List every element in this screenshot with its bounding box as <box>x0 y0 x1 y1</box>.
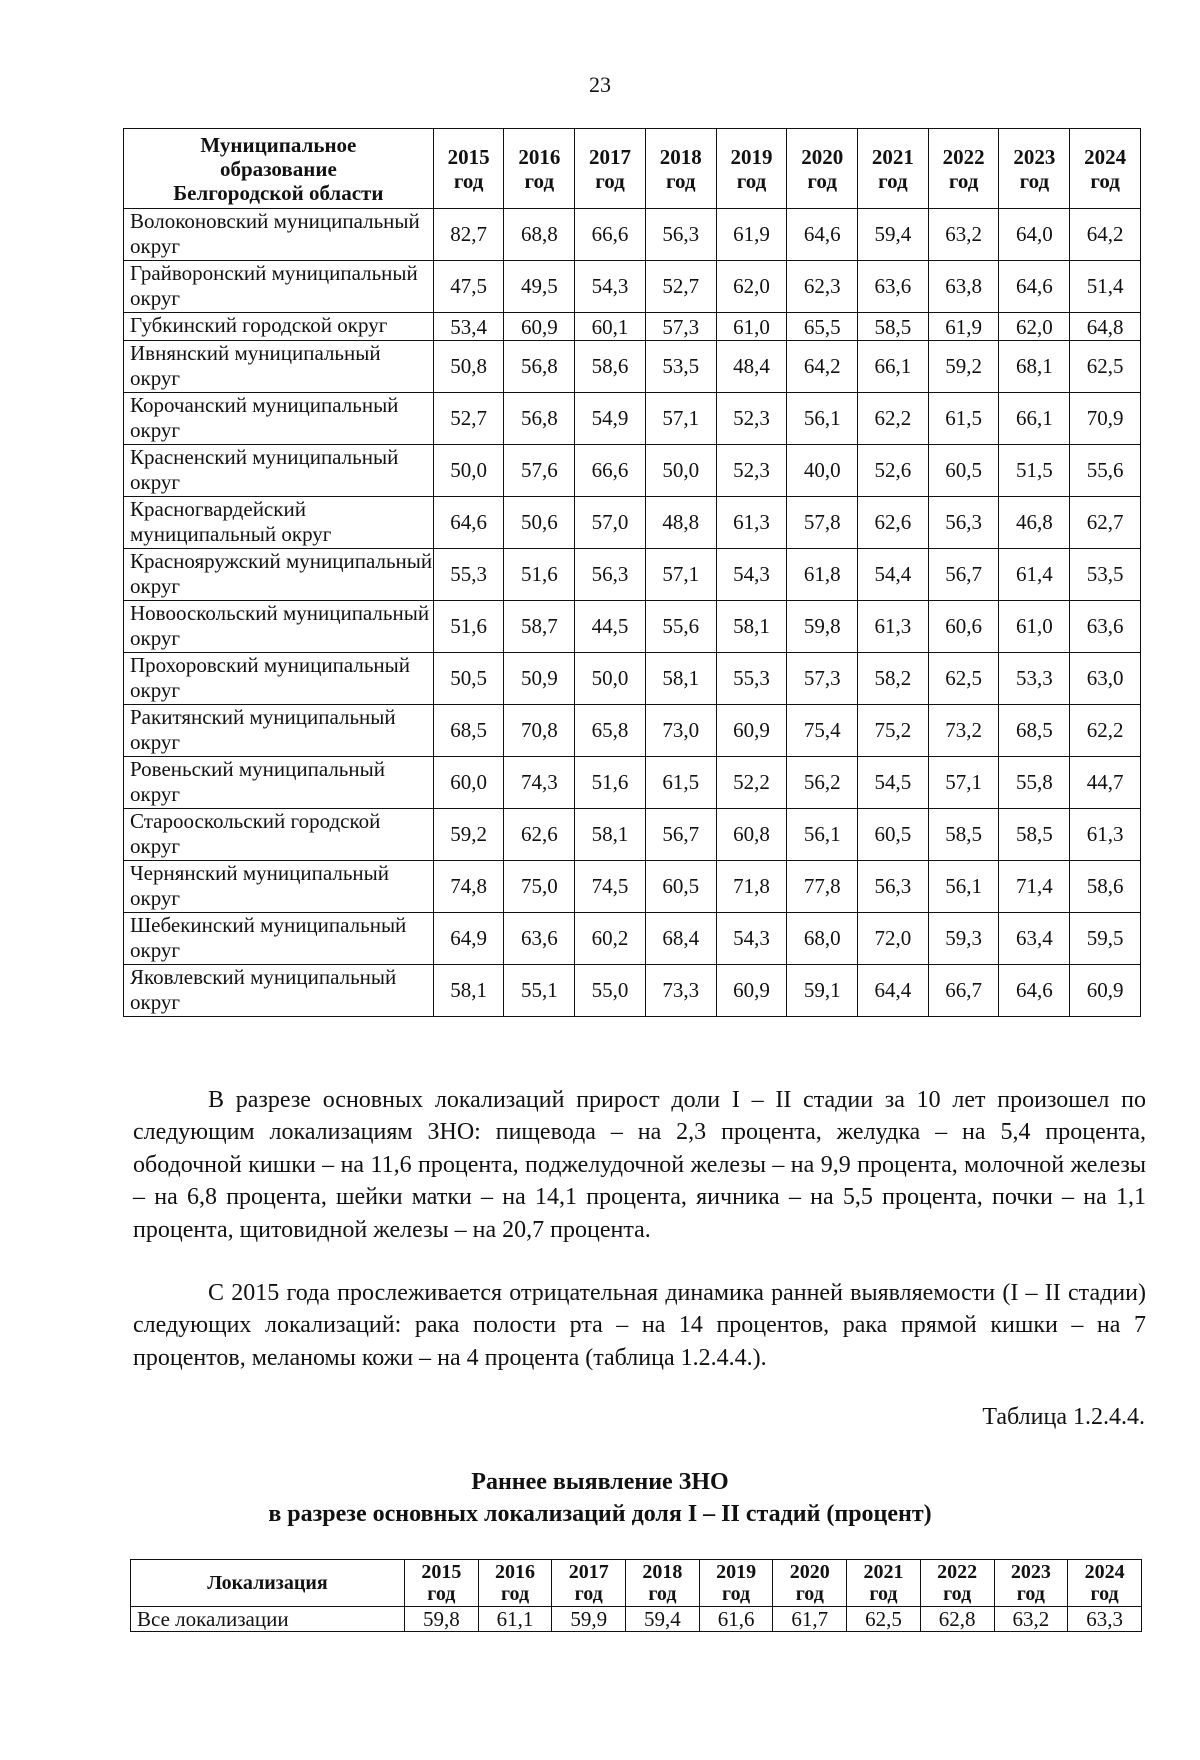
value-cell: 55,0 <box>575 965 646 1017</box>
value-cell: 62,6 <box>504 809 575 861</box>
value-cell: 48,4 <box>716 341 787 393</box>
value-cell: 56,3 <box>645 209 716 261</box>
year-value: 2015 <box>447 144 490 169</box>
value-cell: 62,5 <box>1070 341 1141 393</box>
row-name-cell: Корочанский муниципальный округ <box>124 393 434 445</box>
value-cell: 57,6 <box>504 445 575 497</box>
row-name-cell: Новооскольский муниципальный округ <box>124 601 434 653</box>
year-value: 2017 <box>589 144 632 169</box>
value-cell: 40,0 <box>787 445 858 497</box>
value-cell: 62,6 <box>858 497 929 549</box>
caption-line-1: Раннее выявление ЗНО <box>471 1469 729 1495</box>
value-cell: 73,3 <box>645 965 716 1017</box>
value-cell: 56,3 <box>928 497 999 549</box>
value-cell: 55,1 <box>504 965 575 1017</box>
value-cell: 61,8 <box>787 549 858 601</box>
value-cell: 60,1 <box>575 313 646 341</box>
table-row <box>124 861 1141 913</box>
value-cell: 72,0 <box>858 913 929 965</box>
table-row <box>124 497 1141 549</box>
table-row <box>124 653 1141 705</box>
value-cell: 68,4 <box>645 913 716 965</box>
value-cell: 58,5 <box>858 313 929 341</box>
value-cell: 64,6 <box>433 497 504 549</box>
value-cell: 62,8 <box>920 1607 994 1632</box>
value-cell: 64,6 <box>787 209 858 261</box>
year-suffix: год <box>722 1583 751 1605</box>
value-cell: 54,5 <box>858 757 929 809</box>
value-cell: 53,4 <box>433 313 504 341</box>
value-cell: 61,0 <box>716 313 787 341</box>
year-suffix: год <box>807 168 837 193</box>
value-cell: 64,2 <box>787 341 858 393</box>
localization-table <box>130 1559 1142 1632</box>
value-cell: 52,7 <box>433 393 504 445</box>
year-header <box>999 129 1070 209</box>
year-value: 2016 <box>495 1561 536 1583</box>
year-header <box>645 129 716 209</box>
year-suffix: год <box>453 168 484 193</box>
row-name-cell: Ракитянский муниципальный округ <box>124 705 434 757</box>
value-cell: 56,2 <box>787 757 858 809</box>
value-cell: 58,6 <box>575 341 646 393</box>
year-value: 2020 <box>789 1561 830 1583</box>
value-cell: 62,5 <box>928 653 999 705</box>
year-header <box>787 129 858 209</box>
value-cell: 57,1 <box>645 393 716 445</box>
value-cell: 56,1 <box>787 809 858 861</box>
table-row <box>124 209 1141 261</box>
value-cell: 60,9 <box>716 965 787 1017</box>
value-cell: 64,6 <box>999 261 1070 313</box>
value-cell: 73,0 <box>645 705 716 757</box>
paragraph-negative-dynamics: С 2015 года прослеживается отрицательная динамика ранней выявляемости (I – II стадии) следующих локализаций: рака полости рта – на 14 процентов, рака прямой кишки – на 7 процентов, меланомы кожи – на 4 процента (таблица 1.2.4.4.). <box>133 1280 1146 1371</box>
year-value: 2021 <box>863 1561 904 1583</box>
table-row <box>124 965 1141 1017</box>
year-header <box>699 1560 773 1607</box>
table-row <box>124 601 1141 653</box>
year-value: 2024 <box>1084 1561 1125 1583</box>
value-cell: 68,8 <box>504 209 575 261</box>
value-cell: 64,2 <box>1070 209 1141 261</box>
value-cell: 59,4 <box>858 209 929 261</box>
year-header <box>858 129 929 209</box>
value-cell: 71,8 <box>716 861 787 913</box>
header-name-line: Белгородской области <box>173 180 384 205</box>
value-cell: 54,3 <box>716 549 787 601</box>
row-name-cell: Красногвардейский муниципальный округ <box>124 497 434 549</box>
regions-table-body <box>124 209 1141 1017</box>
year-suffix: год <box>869 1583 898 1605</box>
year-suffix: год <box>795 1583 824 1605</box>
value-cell: 60,6 <box>928 601 999 653</box>
row-name-cell: Ивнянский муниципальный округ <box>124 341 434 393</box>
regions-table-header-row <box>124 129 1141 209</box>
year-suffix: год <box>1016 1583 1045 1605</box>
year-suffix: год <box>878 168 908 193</box>
value-cell: 53,3 <box>999 653 1070 705</box>
year-value: 2019 <box>716 1561 757 1583</box>
value-cell: 66,1 <box>858 341 929 393</box>
row-name-cell: Шебекинский муниципальный округ <box>124 913 434 965</box>
value-cell: 51,6 <box>433 601 504 653</box>
localization-table-header-row <box>131 1560 1142 1607</box>
value-cell: 54,3 <box>716 913 787 965</box>
value-cell: 44,7 <box>1070 757 1141 809</box>
value-cell: 52,3 <box>716 445 787 497</box>
value-cell: 52,6 <box>858 445 929 497</box>
table-row <box>124 809 1141 861</box>
value-cell: 59,3 <box>928 913 999 965</box>
year-suffix: год <box>427 1583 456 1605</box>
table-row <box>124 549 1141 601</box>
value-cell: 51,5 <box>999 445 1070 497</box>
table-row <box>124 445 1141 497</box>
value-cell: 58,1 <box>645 653 716 705</box>
value-cell: 51,4 <box>1070 261 1141 313</box>
value-cell: 56,8 <box>504 393 575 445</box>
value-cell: 63,4 <box>999 913 1070 965</box>
year-header <box>928 129 999 209</box>
value-cell: 75,2 <box>858 705 929 757</box>
value-cell: 59,8 <box>405 1607 479 1632</box>
table-row <box>131 1607 1142 1632</box>
value-cell: 60,5 <box>645 861 716 913</box>
row-name-cell: Все локализации <box>131 1607 405 1632</box>
value-cell: 60,2 <box>575 913 646 965</box>
value-cell: 61,0 <box>999 601 1070 653</box>
year-suffix: год <box>948 168 979 193</box>
value-cell: 68,5 <box>433 705 504 757</box>
value-cell: 57,8 <box>787 497 858 549</box>
value-cell: 60,0 <box>433 757 504 809</box>
value-cell: 55,3 <box>716 653 787 705</box>
table-row <box>124 393 1141 445</box>
value-cell: 70,8 <box>504 705 575 757</box>
value-cell: 82,7 <box>433 209 504 261</box>
value-cell: 57,3 <box>645 313 716 341</box>
value-cell: 51,6 <box>504 549 575 601</box>
value-cell: 60,5 <box>858 809 929 861</box>
value-cell: 61,3 <box>858 601 929 653</box>
value-cell: 60,9 <box>1070 965 1141 1017</box>
row-name-cell: Губкинский городской округ <box>124 313 434 341</box>
value-cell: 50,9 <box>504 653 575 705</box>
regions-table-header-name <box>124 129 434 209</box>
value-cell: 54,4 <box>858 549 929 601</box>
value-cell: 53,5 <box>1070 549 1141 601</box>
value-cell: 62,0 <box>716 261 787 313</box>
year-header <box>847 1560 921 1607</box>
year-value: 2016 <box>518 144 561 169</box>
value-cell: 62,2 <box>858 393 929 445</box>
value-cell: 64,4 <box>858 965 929 1017</box>
value-cell: 50,0 <box>433 445 504 497</box>
value-cell: 50,5 <box>433 653 504 705</box>
value-cell: 46,8 <box>999 497 1070 549</box>
value-cell: 59,9 <box>552 1607 626 1632</box>
value-cell: 70,9 <box>1070 393 1141 445</box>
caption-line-2: в разрезе основных локализаций доля I – II стадий (процент) <box>268 1501 932 1527</box>
value-cell: 44,5 <box>575 601 646 653</box>
value-cell: 56,8 <box>504 341 575 393</box>
year-value: 2018 <box>659 144 702 169</box>
value-cell: 59,2 <box>928 341 999 393</box>
value-cell: 60,5 <box>928 445 999 497</box>
value-cell: 74,5 <box>575 861 646 913</box>
value-cell: 58,7 <box>504 601 575 653</box>
value-cell: 61,3 <box>1070 809 1141 861</box>
table-row <box>124 705 1141 757</box>
value-cell: 56,1 <box>928 861 999 913</box>
value-cell: 64,6 <box>999 965 1070 1017</box>
value-cell: 58,5 <box>999 809 1070 861</box>
value-cell: 63,8 <box>928 261 999 313</box>
value-cell: 56,3 <box>858 861 929 913</box>
value-cell: 66,1 <box>999 393 1070 445</box>
value-cell: 66,6 <box>575 209 646 261</box>
row-name-cell: Ровеньский муниципальный округ <box>124 757 434 809</box>
value-cell: 60,9 <box>504 313 575 341</box>
value-cell: 75,4 <box>787 705 858 757</box>
value-cell: 63,6 <box>858 261 929 313</box>
row-name-cell: Чернянский муниципальный округ <box>124 861 434 913</box>
value-cell: 61,1 <box>478 1607 552 1632</box>
table-row <box>124 757 1141 809</box>
row-name-cell: Волоконовский муниципальный округ <box>124 209 434 261</box>
value-cell: 55,6 <box>645 601 716 653</box>
year-header <box>773 1560 847 1607</box>
value-cell: 59,8 <box>787 601 858 653</box>
value-cell: 60,9 <box>716 705 787 757</box>
value-cell: 62,5 <box>847 1607 921 1632</box>
value-cell: 56,7 <box>645 809 716 861</box>
year-header <box>1070 129 1141 209</box>
value-cell: 50,0 <box>575 653 646 705</box>
table-label: Таблица 1.2.4.4. <box>982 1404 1145 1430</box>
year-header <box>504 129 575 209</box>
value-cell: 51,6 <box>575 757 646 809</box>
value-cell: 63,2 <box>994 1607 1068 1632</box>
year-header <box>552 1560 626 1607</box>
value-cell: 61,3 <box>716 497 787 549</box>
year-header <box>626 1560 700 1607</box>
value-cell: 66,6 <box>575 445 646 497</box>
value-cell: 59,1 <box>787 965 858 1017</box>
value-cell: 63,3 <box>1068 1607 1142 1632</box>
row-name-cell: Красненский муниципальный округ <box>124 445 434 497</box>
year-suffix: год <box>595 168 625 193</box>
value-cell: 59,4 <box>626 1607 700 1632</box>
value-cell: 53,5 <box>645 341 716 393</box>
value-cell: 61,4 <box>999 549 1070 601</box>
year-value: 2021 <box>871 144 914 169</box>
year-value: 2024 <box>1084 144 1127 169</box>
value-cell: 73,2 <box>928 705 999 757</box>
year-suffix: год <box>665 168 696 193</box>
value-cell: 59,5 <box>1070 913 1141 965</box>
value-cell: 64,8 <box>1070 313 1141 341</box>
value-cell: 74,3 <box>504 757 575 809</box>
value-cell: 68,0 <box>787 913 858 965</box>
year-suffix: год <box>1090 1583 1119 1605</box>
table-row <box>124 913 1141 965</box>
value-cell: 50,6 <box>504 497 575 549</box>
value-cell: 61,7 <box>773 1607 847 1632</box>
value-cell: 55,3 <box>433 549 504 601</box>
year-value: 2020 <box>801 144 844 169</box>
year-value: 2017 <box>568 1561 609 1583</box>
value-cell: 62,0 <box>999 313 1070 341</box>
value-cell: 62,2 <box>1070 705 1141 757</box>
value-cell: 65,5 <box>787 313 858 341</box>
value-cell: 56,3 <box>575 549 646 601</box>
table-row <box>124 261 1141 313</box>
value-cell: 61,6 <box>699 1607 773 1632</box>
table-row <box>124 341 1141 393</box>
value-cell: 61,9 <box>716 209 787 261</box>
year-suffix: год <box>500 1583 530 1605</box>
value-cell: 48,8 <box>645 497 716 549</box>
year-header <box>478 1560 552 1607</box>
value-cell: 56,7 <box>928 549 999 601</box>
value-cell: 57,0 <box>575 497 646 549</box>
localization-table-header-name: Локализация <box>131 1560 405 1607</box>
page-number: 23 <box>589 72 611 97</box>
year-suffix: год <box>736 168 767 193</box>
value-cell: 58,1 <box>716 601 787 653</box>
value-cell: 71,4 <box>999 861 1070 913</box>
year-suffix: год <box>1090 168 1120 193</box>
year-header <box>920 1560 994 1607</box>
value-cell: 64,9 <box>433 913 504 965</box>
value-cell: 52,7 <box>645 261 716 313</box>
year-suffix: год <box>574 1583 603 1605</box>
year-value: 2018 <box>642 1561 683 1583</box>
header-name-line: образование <box>219 156 337 181</box>
value-cell: 62,7 <box>1070 497 1141 549</box>
value-cell: 77,8 <box>787 861 858 913</box>
value-cell: 62,3 <box>787 261 858 313</box>
value-cell: 47,5 <box>433 261 504 313</box>
value-cell: 54,9 <box>575 393 646 445</box>
value-cell: 63,0 <box>1070 653 1141 705</box>
value-cell: 61,5 <box>928 393 999 445</box>
year-value: 2023 <box>1010 1561 1051 1583</box>
row-name-cell: Прохоровский муниципальный округ <box>124 653 434 705</box>
year-value: 2019 <box>730 144 773 169</box>
value-cell: 63,2 <box>928 209 999 261</box>
localization-table-body <box>131 1607 1142 1632</box>
year-suffix: год <box>1019 168 1050 193</box>
value-cell: 61,9 <box>928 313 999 341</box>
value-cell: 50,8 <box>433 341 504 393</box>
value-cell: 65,8 <box>575 705 646 757</box>
value-cell: 52,3 <box>716 393 787 445</box>
year-value: 2022 <box>942 144 985 169</box>
value-cell: 63,6 <box>1070 601 1141 653</box>
value-cell: 68,5 <box>999 705 1070 757</box>
value-cell: 57,3 <box>787 653 858 705</box>
value-cell: 58,1 <box>433 965 504 1017</box>
value-cell: 58,2 <box>858 653 929 705</box>
value-cell: 68,1 <box>999 341 1070 393</box>
row-name-cell: Яковлевский муниципальный округ <box>124 965 434 1017</box>
value-cell: 58,5 <box>928 809 999 861</box>
value-cell: 54,3 <box>575 261 646 313</box>
year-value: 2015 <box>421 1561 462 1583</box>
value-cell: 52,2 <box>716 757 787 809</box>
paragraph-localization-growth: В разрезе основных локализаций прирост доли I – II стадии за 10 лет произошел по следующим локализациям ЗНО: пищевода – на 2,3 процента, желудка – на 5,4 процента, ободочной кишки – на 11,6 процента, поджелудочной железы – на 9,9 процента, молочной железы – на 6,8 процента, шейки матки – на 14,1 процента, яичника – на 5,5 процента, почки – на 1,1 процента, щитовидной железы – на 20,7 процента. <box>133 1087 1146 1243</box>
value-cell: 58,1 <box>575 809 646 861</box>
year-value: 2022 <box>937 1561 978 1583</box>
year-header <box>433 129 504 209</box>
value-cell: 60,8 <box>716 809 787 861</box>
value-cell: 59,2 <box>433 809 504 861</box>
value-cell: 66,7 <box>928 965 999 1017</box>
value-cell: 74,8 <box>433 861 504 913</box>
value-cell: 56,1 <box>787 393 858 445</box>
year-value: 2023 <box>1013 144 1056 169</box>
table-row <box>124 313 1141 341</box>
table-caption <box>0 1466 1200 1530</box>
value-cell: 64,0 <box>999 209 1070 261</box>
regions-table <box>123 128 1141 1017</box>
value-cell: 61,5 <box>645 757 716 809</box>
value-cell: 58,6 <box>1070 861 1141 913</box>
year-header <box>1068 1560 1142 1607</box>
year-header <box>575 129 646 209</box>
row-name-cell: Грайворонский муниципальный округ <box>124 261 434 313</box>
year-suffix: год <box>943 1583 972 1605</box>
value-cell: 50,0 <box>645 445 716 497</box>
value-cell: 55,8 <box>999 757 1070 809</box>
year-header <box>994 1560 1068 1607</box>
value-cell: 63,6 <box>504 913 575 965</box>
year-suffix: год <box>648 1583 677 1605</box>
year-suffix: год <box>524 168 555 193</box>
row-name-cell: Краснояружский муниципальный округ <box>124 549 434 601</box>
value-cell: 55,6 <box>1070 445 1141 497</box>
header-name-line: Муниципальное <box>200 132 357 157</box>
row-name-cell: Старооскольский городской округ <box>124 809 434 861</box>
value-cell: 57,1 <box>928 757 999 809</box>
year-header <box>716 129 787 209</box>
value-cell: 49,5 <box>504 261 575 313</box>
year-header <box>405 1560 479 1607</box>
value-cell: 57,1 <box>645 549 716 601</box>
value-cell: 75,0 <box>504 861 575 913</box>
